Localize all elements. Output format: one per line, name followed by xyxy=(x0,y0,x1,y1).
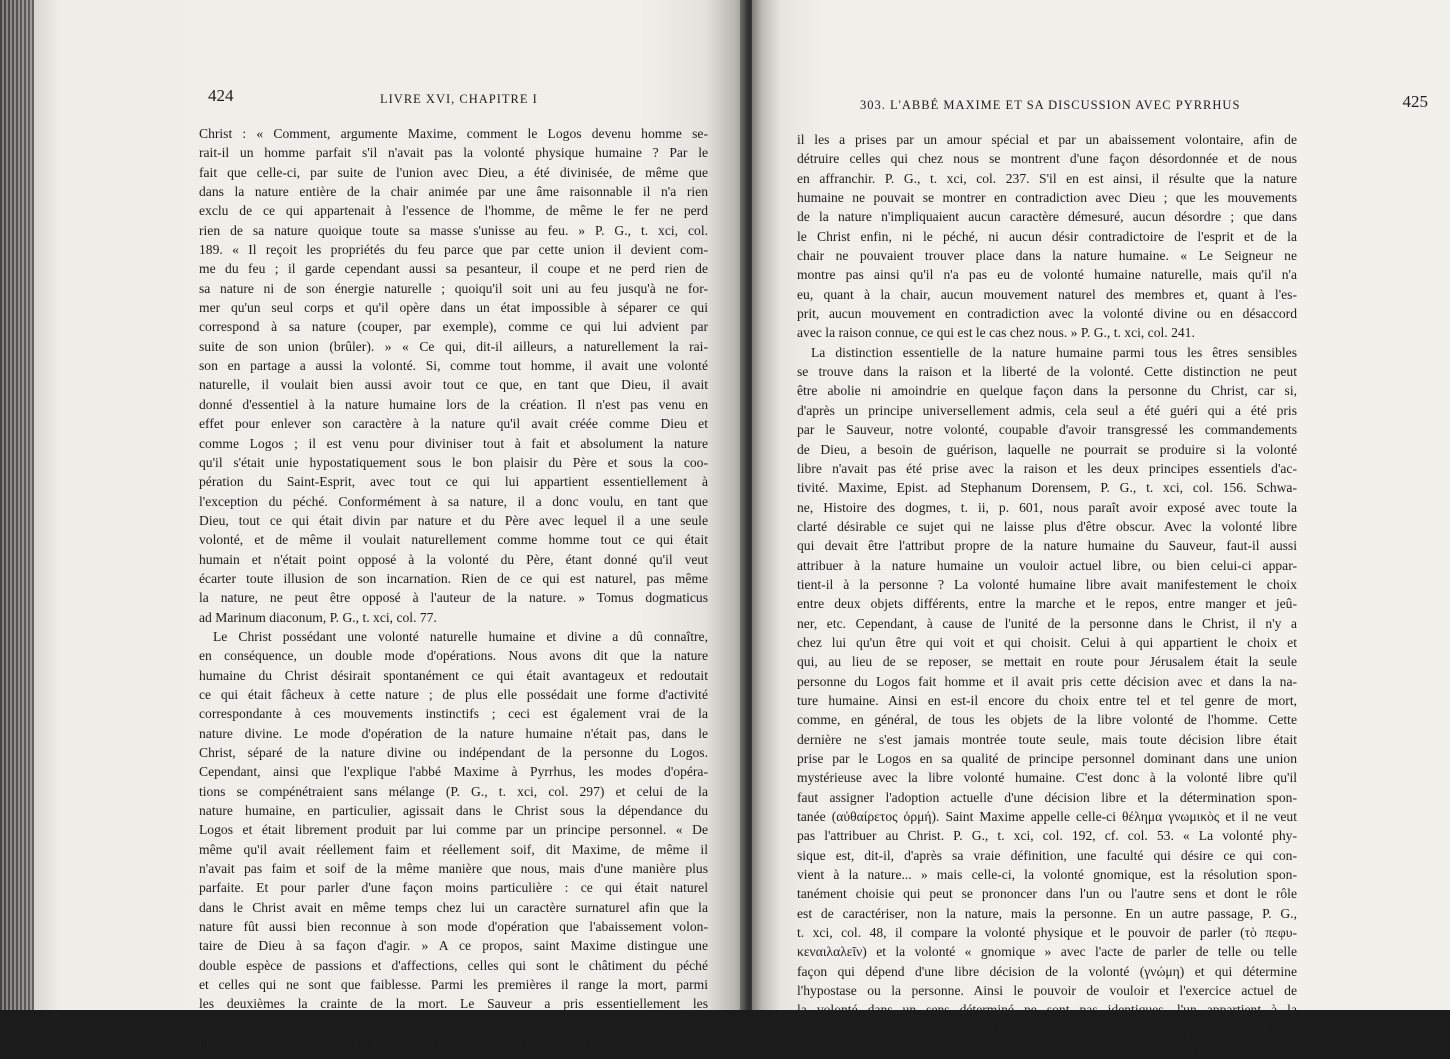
text-line: chez lui qu'un être qui voit et qui choisit. Celui à qui appartient le choix et xyxy=(797,634,1297,650)
text-line: dernière ne s'est jamais montrée toute seule, mais toute décision libre était xyxy=(797,731,1297,747)
left-page-number: 424 xyxy=(208,86,234,105)
text-line: tivité. Maxime, Epist. ad Stephanum Dorensem, P. G., t. xci, col. 156. Schwa- xyxy=(797,480,1297,496)
text-line: n'avait pas faim et soif de la même manière que nous, mais d'une manière plus xyxy=(199,861,708,877)
right-running-title: 303. L'ABBÉ MAXIME ET SA DISCUSSION AVEC PYRRHUS xyxy=(860,98,1241,112)
text-line: chair ne pouvaient trouver place dans la nature humaine. « Le Seigneur ne xyxy=(797,248,1297,264)
text-line: pération du Saint-Esprit, avec tout ce qui lui appartient essentiellement à xyxy=(199,474,708,490)
text-line: nature, l'autre à la décision de celui qui veut (τῆς τοῦ θέλοντος βουλῆς). Le Logos xyxy=(797,1021,1297,1037)
text-line: en affranchir. P. G., t. xci, col. 237. S'il en est ainsi, il résulte que la nature xyxy=(797,170,1297,186)
text-line: est de caractériser, non la nature, mais la personne. En un autre passage, P. G., xyxy=(797,905,1297,921)
text-line: mystérieuse avec la libre volonté humaine. C'est donc à la volonté libre qu'il xyxy=(797,770,1297,786)
text-line: en conséquence, un double mode d'opérations. Nous avons dit que la nature xyxy=(199,648,708,664)
text-line: naturelle, il voulait bien aussi avoir tout ce que, en tant que Dieu, il avait xyxy=(199,377,708,393)
text-line: effet pour enlever son caractère à la nature qu'il avait créée comme Dieu et xyxy=(199,416,708,432)
text-line: dans le Christ avait en même temps chez lui un caractère surnaturel afin que la xyxy=(199,899,708,915)
text-line: κεναιλαλεῖν) et la volonté « gnomique » avec l'acte de parler de telle ou telle xyxy=(797,944,1297,960)
text-line: ne, Histoire des dogmes, t. ii, p. 601, nous paraît avoir exposé avec toute la xyxy=(797,499,1297,515)
text-line: pas l'attribuer au Christ. P. G., t. xci, col. 192, cf. col. 53. « La volonté phy- xyxy=(797,828,1297,844)
text-line: prise par le Logos en sa qualité de principe personnel dominant dans une union xyxy=(797,751,1297,766)
text-line: tions se compénétraient sans mélange (P. G., t. xci, col. 297) et celui de la xyxy=(199,783,708,799)
text-line: le Christ enfin, ni le péché, ni aucun désir contradictoire de l'esprit et de la xyxy=(797,228,1297,244)
text-line: qui devait être l'attribut propre de la nature humaine du Sauveur, faut-il aussi xyxy=(797,538,1297,554)
text-line: tanée (αὐθαίρετος ὁρμή). Saint Maxime appelle celle-ci θέλημα γνωμικὸς et il ne veut xyxy=(797,809,1297,825)
text-line: Logos et était librement produit par lui comme par un principe personnel. « De xyxy=(199,822,708,838)
text-line: ad Marinum diaconum, P. G., t. xci, col. 77. xyxy=(199,609,437,625)
text-line: rien de sa nature quoique toute sa masse s'unisse au feu. » P. G., t. xci, col. xyxy=(199,222,708,238)
text-line: de Dieu, a besoin de guérison, laquelle ne pourrait se produire si la volonté xyxy=(797,441,1297,457)
text-line: qui, au lieu de se reposer, se mettait en route pour Jérusalem était la seule xyxy=(797,654,1297,670)
text-line: de la nature n'impliquaient aucun caractère démesuré, aucun désordre ; que dans xyxy=(797,209,1297,225)
text-line: dans la nature entière de la chair animée par une âme raisonnable il n'a rien xyxy=(199,184,708,200)
text-line: mer qu'un seul corps et qu'il opère dans un état impossible à séparer ce qui xyxy=(199,300,708,316)
text-line: personne du Logos fait homme et il avait pris cette décision avec et dans la na- xyxy=(797,673,1297,689)
text-line: t. xci, col. 48, il compare la volonté physique et le pouvoir de parler (τὸ πεφυ- xyxy=(797,925,1297,941)
text-line: Christ, séparé de la nature divine ou indépendant de la personne du Logos. xyxy=(199,745,708,760)
text-line: les deuxièmes la crainte de la mort. Le Sauveur a pris essentiellement les xyxy=(199,996,708,1012)
text-line: donné d'essentiel à la nature humaine lors de la création. Il n'est pas venu en xyxy=(199,396,708,412)
text-line: avec la raison connue, ce qui est le cas chez nous. » P. G., t. xci, col. 241. xyxy=(797,325,1195,341)
text-line: Le Christ possédant une volonté naturelle humaine et divine a dû connaître, xyxy=(213,628,708,644)
text-line: écarter toute illusion de son incarnation. Rien de ce qui est naturel, pas même xyxy=(199,570,708,586)
right-page xyxy=(752,0,1450,1057)
text-line: l'exception du péché. Conformément à sa nature, il a donc voulu, en tant que xyxy=(199,493,708,509)
text-line: qu'il s'était unie hypostatiquement sous le bon plaisir du Père et sous la coo- xyxy=(199,454,708,470)
text-line: rait-il un homme parfait s'il n'avait pas la volonté physique humaine ? Par le xyxy=(199,145,708,161)
right-page-body-text xyxy=(797,130,1297,1059)
text-line: correspond à sa nature (couper, par exemple), comme ce qui lui advient par xyxy=(199,319,708,335)
text-line: nature humaine, en particulier, agissait dans le Christ sous la dépendance du xyxy=(199,803,708,819)
text-line: façon qui dépend d'une libre décision de la volonté (γνώμη) et qui détermine xyxy=(797,963,1297,979)
text-line: correspondante à ces mouvements instinctifs ; ceci est également vrai de la xyxy=(199,706,708,722)
text-line: exclu de ce qui appartenait à l'essence de l'homme, de même le fer ne perd xyxy=(199,203,708,219)
text-line: volonté, et de même il voulait naturellement comme homme tout ce qui était xyxy=(199,532,708,548)
text-line: et celles qui ne sont que faiblesse. Parmi les premières il range la mort, parmi xyxy=(199,977,708,993)
text-line: ture humaine. Ainsi en est-il encore du choix entre tel et tel genre de mort, xyxy=(797,692,1297,708)
text-line: parfaite. Et pour parler d'une façon moins particulière : ce qui était naturel xyxy=(199,880,708,896)
text-line: nature fût aussi bien reconnue à son mode d'opération que l'abaissement volon- xyxy=(199,919,708,935)
text-line: brement, afin d'opérer par cette libre acceptation notre salut ; pour les autres, xyxy=(199,1035,616,1051)
text-line: ner, etc. Cependant, à cause de l'unité de la personne dans le Christ, il n'y a xyxy=(797,615,1297,631)
text-line: attribuer à la nature humaine un vouloir actuel libre, ou bien celui-ci appar- xyxy=(797,557,1297,573)
text-line: libre n'avait pas été prise avec la raison et les deux principes essentiels d'ac- xyxy=(797,460,1297,476)
text-line: la nature, ne peut être opposé à l'auteur de la nature. » Tomus dogmaticus xyxy=(199,590,708,606)
text-line: La distinction essentielle de la nature humaine parmi tous les êtres sensibles xyxy=(811,344,1297,360)
text-line: tanément choisie qui peut se prononcer dans l'un ou l'autre sens et dont le rôle xyxy=(797,886,1297,902)
text-line: par le Sauveur, notre volonté, coupable d'avoir transgressé les commandements xyxy=(797,422,1297,438)
text-line: ce qui était fâcheux à cette nature ; de plus elle possédait une forme d'activité xyxy=(199,686,708,702)
text-line: sa nature ni de son énergie naturelle ; quoiqu'il soit uni au feu jusqu'à ne for- xyxy=(199,280,708,296)
text-line: montre pas ainsi qu'il n'a pas eu de volonté humaine naturelle, mais qu'il n'a xyxy=(797,267,1297,283)
text-line: la volonté dans un sens déterminé ne sont pas identiques, l'un appartient à la xyxy=(797,1002,1297,1018)
text-line: Dieu, tout ce qui était divin par nature et du Père avec lequel il a une seule xyxy=(199,512,708,528)
page-edges xyxy=(0,0,34,1010)
text-line: me du feu ; il garde cependant aussi sa pesanteur, il coupe et ne perd rien de xyxy=(199,261,708,277)
text-line: humaine du Christ désirait spontanément ce qui était avantageux et redoutait xyxy=(199,667,708,683)
text-line: premières, il les a prises inséparablement de sa nature humaine, quoique li- xyxy=(199,1015,708,1031)
text-line: taire de Dieu à sa façon d'agir. » A ce propos, saint Maxime distingue une xyxy=(199,938,708,954)
text-line: entre deux objets différents, entre la marche et le repos, entre manger et jeû- xyxy=(797,596,1297,612)
text-line: humain et n'était point opposé à la volonté du Père, étant donné qu'il veut xyxy=(199,551,708,567)
text-line: même qu'il avait réellement faim et réellement soif, dit Maxime, de même il xyxy=(199,841,708,857)
text-line: tient-il à la personne ? La volonté humaine libre avait manifestement le choix xyxy=(797,576,1297,592)
text-line: clarté désirable ce sujet qui ne laisse plus d'être obscur. Avec la volonté libre xyxy=(797,518,1297,534)
text-line: l'hypostase ou la personne. Ainsi le pouvoir de vouloir et l'exercice actuel de xyxy=(797,983,1297,999)
text-line: nature divine. Le mode d'opération de la nature humaine n'était pas, dans le xyxy=(199,725,708,741)
left-page-body-text xyxy=(199,124,708,1053)
text-line: sique est, dit-il, d'après sa vraie définition, une faculté qui désire ce qui con- xyxy=(797,847,1297,863)
text-line: son en partage a aussi la volonté. Si, comme tout homme, il avait une volonté xyxy=(199,358,708,374)
text-line: Cependant, ainsi que l'explique l'abbé Maxime à Pyrrhus, les modes d'opéra- xyxy=(199,764,708,780)
text-line: être abolie ni amoindrie en quelque façon dans la personne du Christ, car si, xyxy=(797,383,1297,399)
text-line: double espèce de passions et d'affections, celles qui sont le châtiment du péché xyxy=(199,957,708,973)
text-line: devenu homme avait donc comme homme le pouvoir de vouloir, mais un pou- xyxy=(797,1041,1223,1057)
text-line: faut assigner l'adoption actuelle d'une décision libre et la détermination spon- xyxy=(797,789,1297,805)
text-line: détruire celles qui chez nous se montrent d'une façon désordonnée et de nous xyxy=(797,151,1297,167)
text-line: 189. « Il reçoit les propriétés du feu parce que par cette union il devient com- xyxy=(199,242,708,258)
text-line: eu, quant à la chair, aucun mouvement naturel des membres et, quant à l'es- xyxy=(797,286,1297,302)
text-line: suite de son union (brûler). » « Ce qui, dit-il ailleurs, a naturellement la rai- xyxy=(199,338,708,354)
text-line: Christ : « Comment, argumente Maxime, comment le Logos devenu homme se- xyxy=(199,126,708,141)
text-line: il les a prises par un amour spécial et par un abaissement volontaire, afin de xyxy=(797,132,1297,147)
left-running-title: LIVRE XVI, CHAPITRE I xyxy=(380,92,538,106)
text-line: se trouve dans la raison et la liberté de la volonté. Cette distinction ne peut xyxy=(797,364,1297,380)
text-line: vient à la nature... » mais celle-ci, la volonté gnomique, est la résolution spon- xyxy=(797,867,1297,883)
text-line: comme Logos ; il est venu pour diviniser tout à fait et absolument la nature xyxy=(199,435,708,451)
text-line: prit, aucun mouvement en contradiction avec la volonté divine ou en désaccord xyxy=(797,306,1297,322)
text-line: comme, en général, de tous les objets de la libre volonté de l'homme. Cette xyxy=(797,712,1297,728)
text-line: d'après un principe universellement admis, cela seul a été guéri qui a été pris xyxy=(797,402,1297,418)
right-page-number: 425 xyxy=(1402,92,1428,111)
text-line: humaine ne pouvait se montrer en contradiction avec Dieu ; que les mouvements xyxy=(797,190,1297,206)
text-line: fait que celle-ci, par suite de l'union avec Dieu, a été divinisée, de même que xyxy=(199,164,708,180)
